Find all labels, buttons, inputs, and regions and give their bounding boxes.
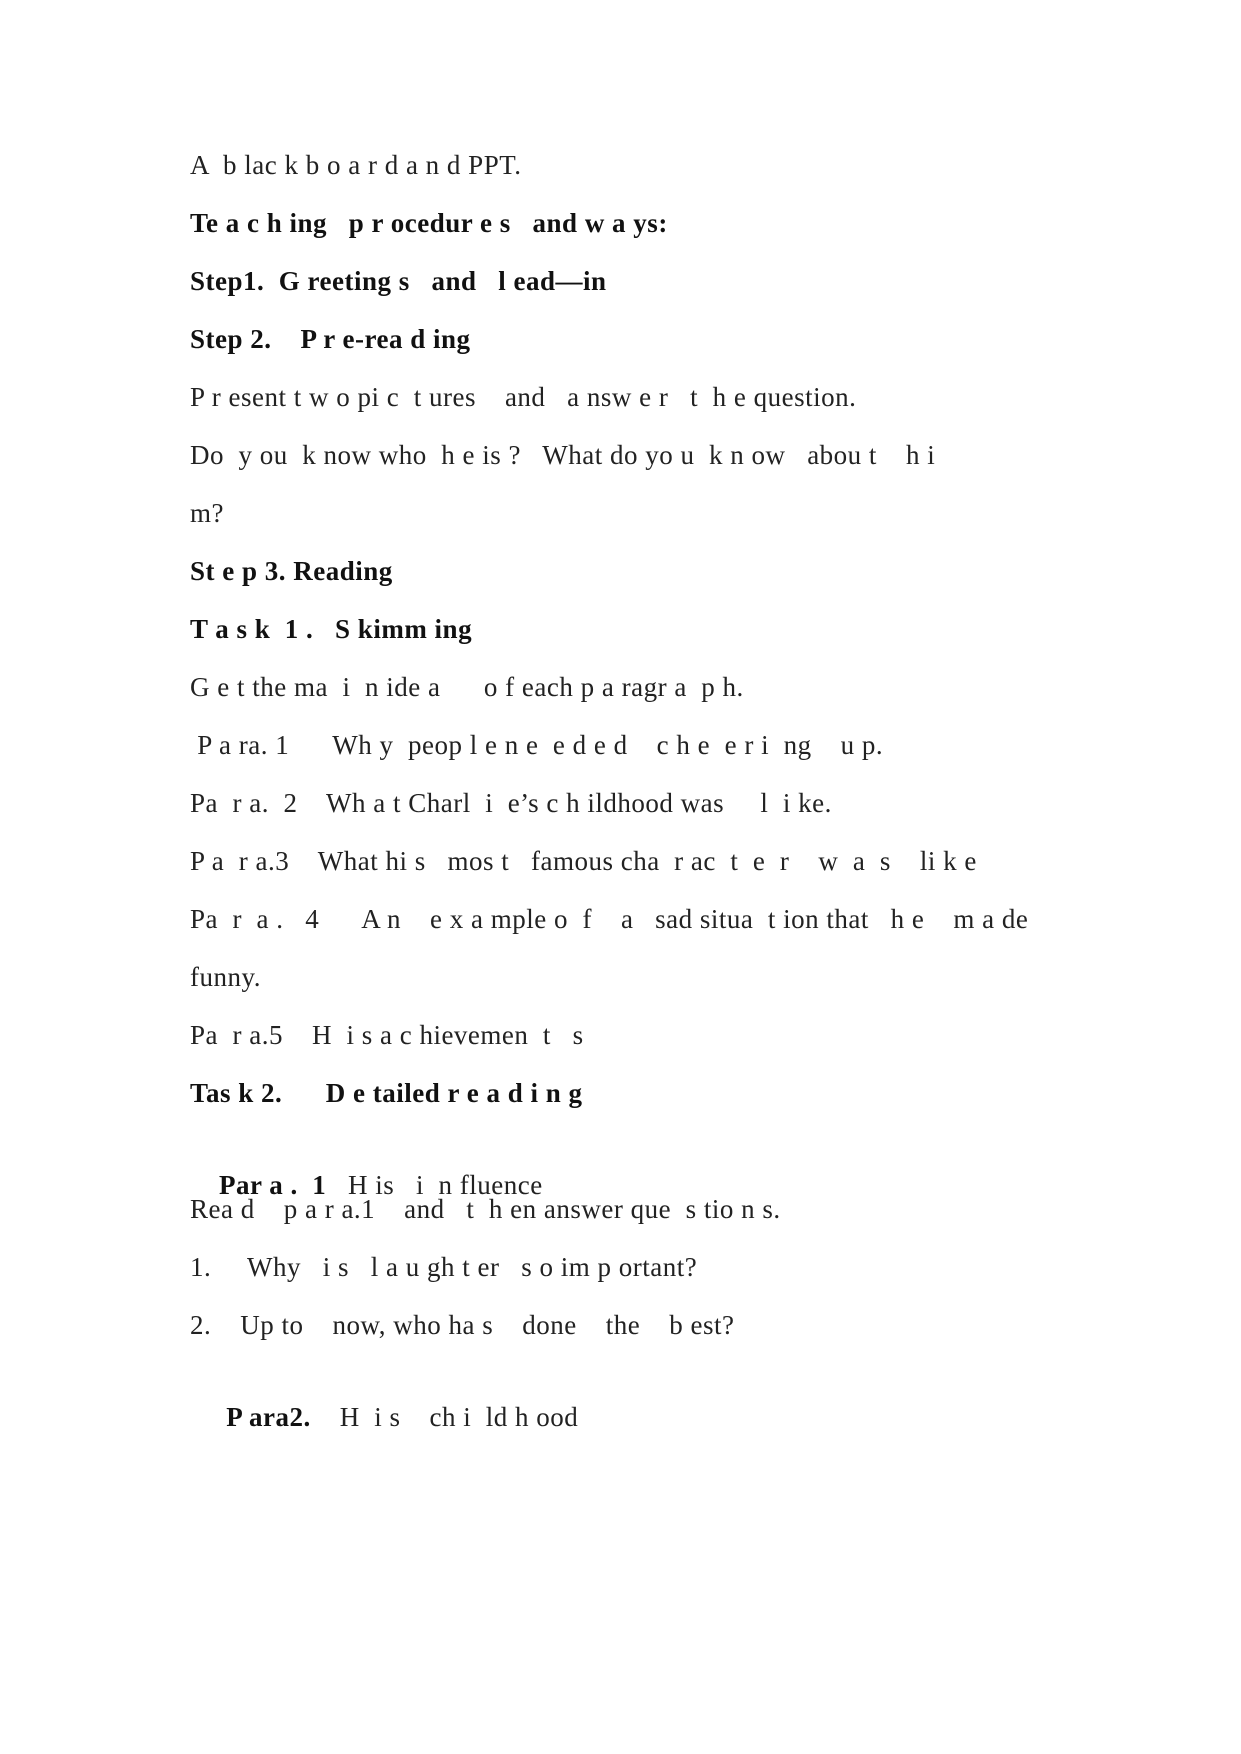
para2-summary: Pa r a. 2 Wh a t Charl i e’s c h ildhood was l i ke. (190, 788, 832, 818)
para5-summary: Pa r a.5 H i s a c hievemen t s (190, 1020, 584, 1050)
question-1: 1. Why i s l a u gh t er s o im p ortant? (190, 1252, 698, 1282)
read-para1-instruction: Rea d p a r a.1 and t h en answer que s tio n s. (190, 1194, 781, 1224)
teaching-procedures-heading: Te a c h ing p r ocedur e s and w a ys: (190, 208, 668, 238)
present-pictures-text: P r esent t w o pi c t ures and a nsw e r t h e question. (190, 382, 857, 412)
para1-label: Par a . 1 (219, 1170, 327, 1200)
task1-heading: T a s k 1 . S kimm ing (190, 614, 473, 644)
main-idea-instruction: G e t the ma i n ide a o f each p a ragr a p h. (190, 672, 744, 702)
para4-summary-line-1: Pa r a . 4 A n e x a mple o f a sad situa t ion that h e m a de (190, 904, 1029, 934)
step2-heading: Step 2. P r e-rea d ing (190, 324, 471, 354)
para1-topic: H is i n fluence (326, 1170, 543, 1200)
para2-topic: H i s ch i ld h ood (310, 1402, 579, 1432)
step3-heading: St e p 3. Reading (190, 556, 393, 586)
step1-heading: Step1. G reeting s and l ead—in (190, 266, 607, 296)
para2-childhood-line (190, 1366, 578, 1468)
para3-summary: P a r a.3 What hi s mos t famous cha r ac t e r w a s li k e (190, 846, 977, 876)
para4-summary-line-2: funny. (190, 962, 261, 992)
question-line-1: Do y ou k now who h e is ? What do yo u k n ow abou t h i (190, 440, 936, 470)
para1-summary: P a ra. 1 Wh y peop l e n e e d e d c h e e r i ng u p. (190, 730, 884, 760)
question-2: 2. Up to now, who ha s done the b est? (190, 1310, 735, 1340)
materials-line: A b lac k b o a r d a n d PPT. (190, 150, 522, 180)
question-line-2: m? (190, 498, 224, 528)
task2-heading: Tas k 2. D e tailed r e a d i n g (190, 1078, 583, 1108)
para2-label: P ara2. (219, 1402, 311, 1432)
